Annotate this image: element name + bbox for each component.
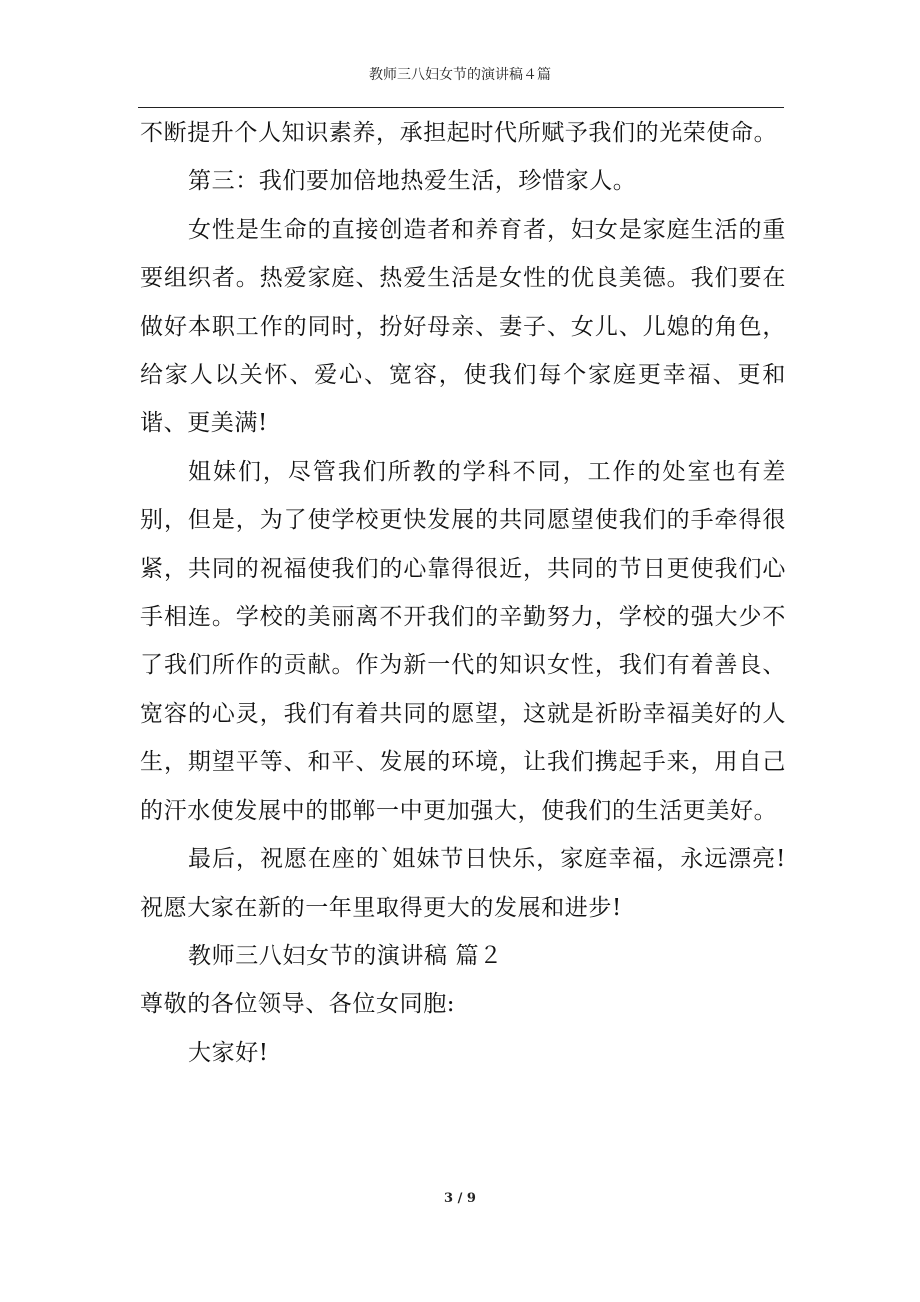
section-heading-speech-2: 教师三八妇女节的演讲稿 篇２ (188, 942, 503, 969)
page-header-title: 教师三八妇女节的演讲稿４篇 (369, 67, 551, 83)
header-divider (138, 107, 784, 108)
paragraph-women-family: 女性是生命的直接创造者和养育者，妇女是家庭生活的重要组织者。热爱家庭、热爱生活是女性的优良美德。我们要在做好本职工作的同时，扮好母亲、妻子、女儿、儿媳的角色，给家人以关怀、爱心、宽容，使我们每个家庭更幸福、更和谐、更美满! (140, 216, 786, 437)
paragraph-sisters: 姐妹们，尽管我们所教的学科不同，工作的处室也有差别，但是，为了使学校更快发展的共同愿望使我们的手牵得很紧，共同的祝福使我们的心靠得很近，共同的节日更使我们心手相连。学校的美丽离不开我们的辛勤努力，学校的强大少不了我们所作的贡献。作为新一代的知识女性，我们有着善良、宽容的心灵，我们有着共同的愿望，这就是祈盼幸福美好的人生，期望平等、和平、发展的环境，让我们携起手来，用自己的汗水使发展中的邯郸一中更加强大，使我们的生活更美好。 (140, 458, 786, 824)
page-number: 3 / 9 (444, 1191, 476, 1206)
greeting: 大家好! (188, 1039, 269, 1066)
paragraph-closing-wishes: 最后，祝愿在座的`姐妹节日快乐，家庭幸福，永远漂亮!祝愿大家在新的一年里取得更大的发展和进步! (140, 846, 786, 921)
paragraph-point-three: 第三：我们要加倍地热爱生活，珍惜家人。 (188, 168, 637, 195)
salutation: 尊敬的各位领导、各位女同胞: (140, 991, 456, 1018)
paragraph-continuation: 不断提升个人知识素养，承担起时代所赋予我们的光荣使命。 (140, 120, 778, 146)
document-body (140, 109, 786, 1077)
